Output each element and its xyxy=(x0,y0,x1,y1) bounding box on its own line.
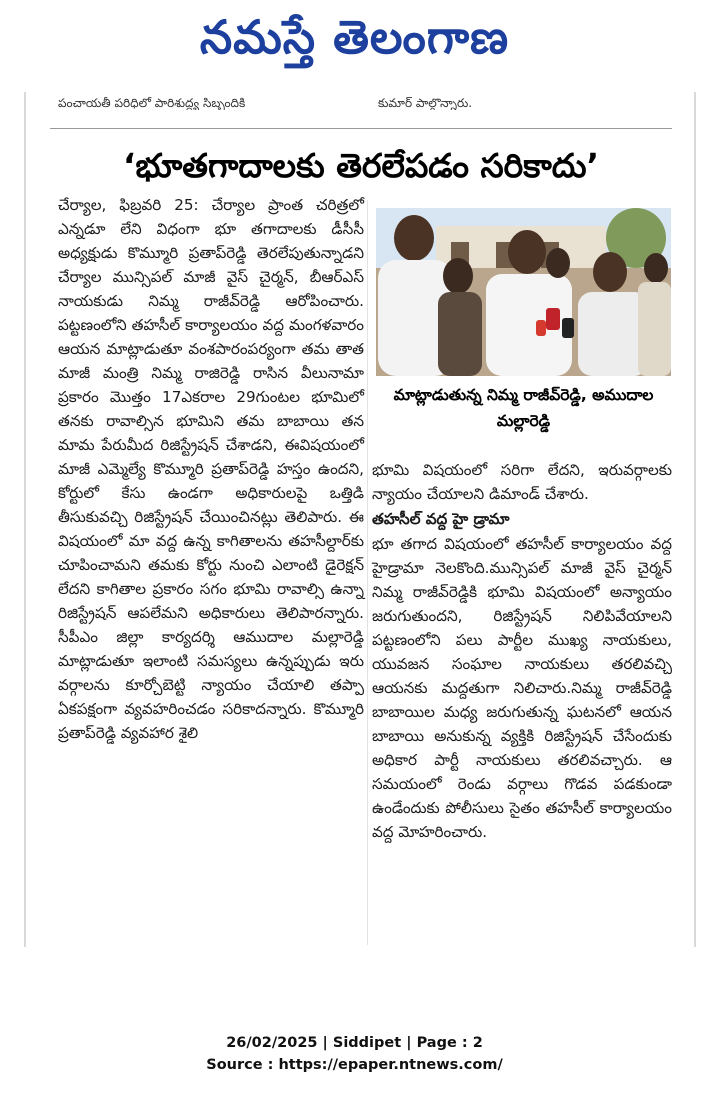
article-paragraph: భూమి విషయంలో సరిగా లేదని, ఇరువర్గాలకు న్యాయం చేయాలని డిమాండ్ చేశారు. xyxy=(372,461,672,503)
news-photo-illustration xyxy=(376,208,671,376)
article-body-right-column xyxy=(372,458,672,844)
article-subheading: తహసీల్ వద్ద హై డ్రామా xyxy=(372,510,510,528)
footer-date-edition: 26/02/2025 | Siddipet | Page : 2 xyxy=(226,1035,483,1051)
article-headline: ‘భూతగాదాలకు తెరలేపడం సరికాదు’ xyxy=(122,146,600,185)
photo-caption: మాట్లాడుతున్న నిమ్మ రాజీవ్‌రెడ్డి, అముదాల మల్లారెడ్డి xyxy=(393,386,654,430)
article-paragraph: చేర్యాల, ఫిబ్రవరి 25: చేర్యాల ప్రాంత చరిత్రలో ఎన్నడూ లేని విధంగా భూ తగాదాలకు డీసీసీ అధ్యక్షుడు కొమ్మూరి ప్రతాప్‌రెడ్డి తెరలేపుతున్నాడని చేర్యాల మున్సిపల్ మాజీ వైస్ చైర్మన్, బీఆర్ఎస్ నాయకుడు నిమ్మ రాజీవ్‌రెడ్డి ఆరోపించారు. పట్టణంలోని తహసీల్ కార్యాలయం వద్ద మంగళవారం ఆయన మాట్లాడుతూ వంశపారంపర్యంగా తమ తాత మాజీ మంత్రి నిమ్మ రాజిరెడ్డి రాసిన వీలునామా ప్రకారం మొత్తం 17ఎకరాల 29గుంటల భూమిలో తనకు రావాల్సిన భూమిని తమ బాబాయి తన మామ పేరుమీద రిజిస్ట్రేషన్ చేశాడని, ఈవిషయంలో మాజీ ఎమ్మెల్యే కొమ్మూరి ప్రతాప్‌రెడ్డి హస్తం ఉందని, కోర్టులో కేసు ఉండగా అధికారులపై ఒత్తిడి తీసుకువచ్చి రిజిస్ట్రేషన్ చేయించినట్లు తెలిపారు. ఈ విషయంలో మా వద్ద ఉన్న కాగితాలను తహసీల్దార్‌కు చూపించామని తమకు కోర్టు నుంచి ఎలాంటి డైరెక్షన్ లేదని కాగితాల ప్రకారం సగం భూమి రావాల్సి ఉన్నా రిజిస్ట్రేషన్ ఆపలేమని అధికారులు తెలిపారన్నారు. సీపీఎం జిల్లా కార్యదర్శి ఆముదాల మల్లారెడ్డి మాట్లాడుతూ ఇలాంటి సమస్యలు ఉన్నప్పుడు ఇరు వర్గాలను కూర్చోబెట్టి న్యాయం చేయాలి తప్పా ఏకపక్షంగా వ్యవహరించడం సరికాదన్నారు. కొమ్మూరి ప్రతాప్‌రెడ్డి వ్యవహార శైలి xyxy=(58,196,364,742)
masthead-logo: నమస్తే తెలంగాణ xyxy=(199,10,510,64)
article-paragraph: భూ తగాద విషయంలో తహసీల్ కార్యాలయం వద్ద హైడ్రామా నెలకొంది.మున్సిపల్ మాజీ వైస్ చైర్మన్ నిమ్మ రాజీవ్‌రెడ్డికి భూమి విషయంలో అన్యాయం జరుగుతుందని, రిజిస్ట్రేషన్ నిలిపివేయాలని పట్టణంలోని పలు పార్టీల ముఖ్య నాయకులు, యువజన సంఘాల నాయకులు తరలివచ్చి ఆయనకు మద్దతుగా నిలిచారు.నిమ్మ రాజీవ్‌రెడ్డి బాబాయిల మధ్య జరుగుతున్న ఘటనలో ఆయన బాబాయి అనుకున్న వ్యక్తికి రిజిస్ట్రేషన్ చేసేందుకు అధికార పార్టీ నాయకులు తరలివచ్చారు. ఆ సమయంలో రెండు వర్గాలు గొడవ పడకుండా ఉండేందుకు పోలీసులు సైతం తహసీల్ కార్యాలయం వద్ద మోహరించారు. xyxy=(372,535,672,841)
previous-article-text-left: పంచాయతీ పరిధిలో పారిశుద్ధ్య సిబ్బందికి xyxy=(58,96,246,110)
previous-article-text-right: కుమార్ పాల్గొన్నారు. xyxy=(378,96,473,110)
column-divider xyxy=(367,200,368,945)
divider-line xyxy=(50,128,672,129)
article-body-left-column xyxy=(58,193,364,745)
footer-source: Source : https://epaper.ntnews.com/ xyxy=(206,1057,503,1073)
news-photo xyxy=(376,208,671,376)
page-left-border xyxy=(24,92,26,947)
page-right-border xyxy=(694,92,696,947)
